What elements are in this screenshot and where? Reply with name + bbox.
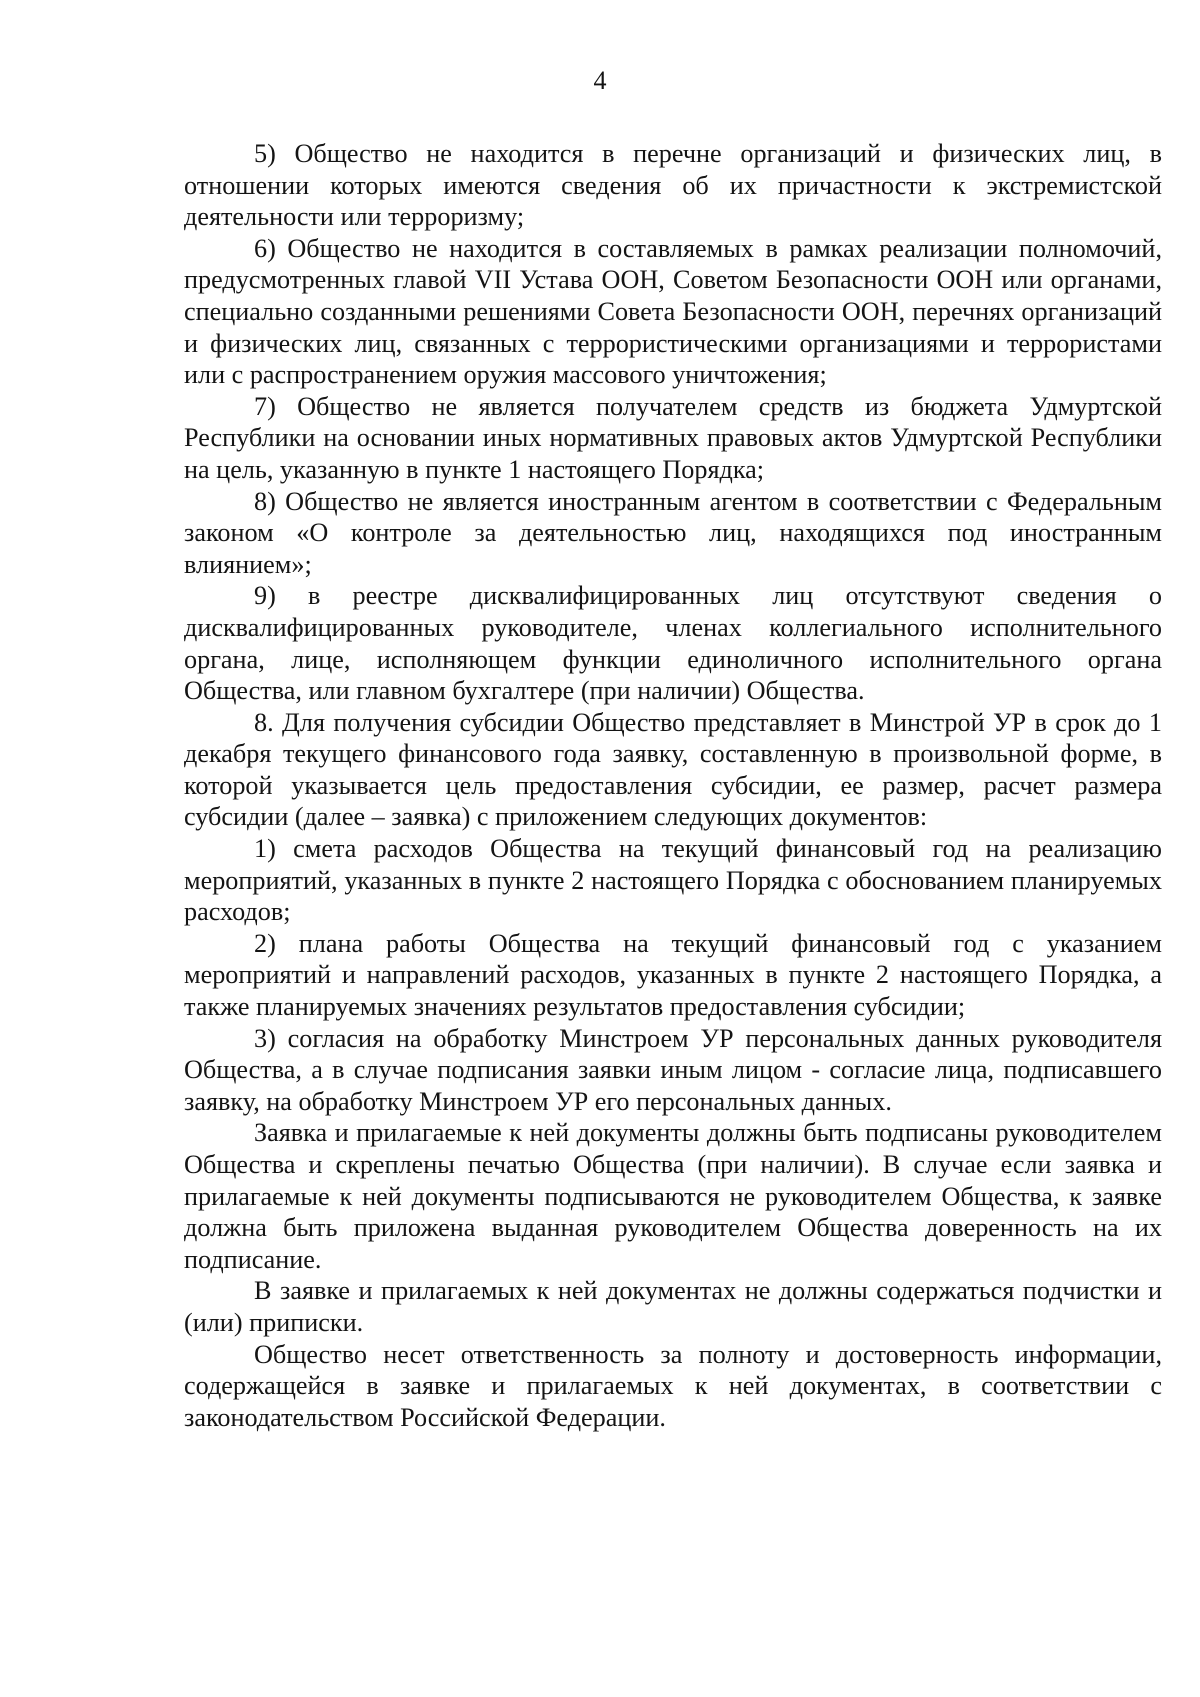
paragraph-doc-1: 1) смета расходов Общества на текущий финансовый год на реализацию мероприятий, указанных в пункте 2 настоящего Порядка с обоснованием планируемых расходов;: [184, 834, 1162, 927]
paragraph-item-5: 5) Общество не находится в перечне организаций и физических лиц, в отношении которых имеются сведения об их причастности к экстремистской деятельности или терроризму;: [184, 139, 1162, 232]
paragraph-item-7: 7) Общество не является получателем средств из бюджета Удмуртской Республики на основании иных нормативных правовых актов Удмуртской Республики на цель, указанную в пункте 1 настоящего Порядка;: [184, 391, 1162, 484]
paragraph-doc-2: 2) плана работы Общества на текущий финансовый год с указанием мероприятий и направлений расходов, указанных в пункте 2 настоящего Порядка, а также планируемых значениях результатов предоставления субсидии;: [184, 928, 1162, 1022]
paragraph-responsibility: Общество несет ответственность за полноту и достоверность информации, содержащейся в заявке и прилагаемых к ней документах, в соответствии с законодательством Российской Федерации.: [184, 1339, 1162, 1432]
paragraph-clause-8: 8. Для получения субсидии Общество представляет в Минстрой УР в срок до 1 декабря текущего финансового года заявку, составленную в произвольной форме, в которой указывается цель предоставления субсидии, ее размер, расчет размера субсидии (далее – заявка) с приложением следующих документов:: [184, 707, 1162, 832]
paragraph-corrections: В заявке и прилагаемых к ней документах не должны содержаться подчистки и (или) приписки.: [184, 1276, 1162, 1337]
paragraph-item-8: 8) Общество не является иностранным агентом в соответствии с Федеральным законом «О контроле за деятельностью лиц, находящихся под иностранным влиянием»;: [184, 486, 1162, 579]
paragraph-item-6: 6) Общество не находится в составляемых в рамках реализации полномочий, предусмотренных главой VII Устава ООН, Советом Безопасности ООН или органами, специально созданными решениями Совета Безопасности ООН, перечнях организаций и физических лиц, связанных с террористическими организациями и террористами или с распространением оружия массового уничтожения;: [184, 233, 1162, 390]
document-body: [184, 138, 1162, 1433]
paragraph-doc-3: 3) согласия на обработку Минстроем УР персональных данных руководителя Общества, а в случае подписания заявки иным лицом - согласие лица, подписавшего заявку, на обработку Минстроем УР его персональных данных.: [184, 1023, 1162, 1116]
page-number: 4: [593, 66, 607, 95]
paragraph-item-9: 9) в реестре дисквалифицированных лиц отсутствуют сведения о дисквалифицированных руководителе, членах коллегиального исполнительного органа, лице, исполняющем функции единоличного исполнительного органа Общества, или главном бухгалтере (при наличии) Общества.: [184, 581, 1162, 706]
paragraph-signing: Заявка и прилагаемые к ней документы должны быть подписаны руководителем Общества и скреплены печатью Общества (при наличии). В случае если заявка и прилагаемые к ней документы подписываются не руководителем Общества, к заявке должна быть приложена выданная руководителем Общества доверенность на их подписание.: [184, 1118, 1162, 1274]
